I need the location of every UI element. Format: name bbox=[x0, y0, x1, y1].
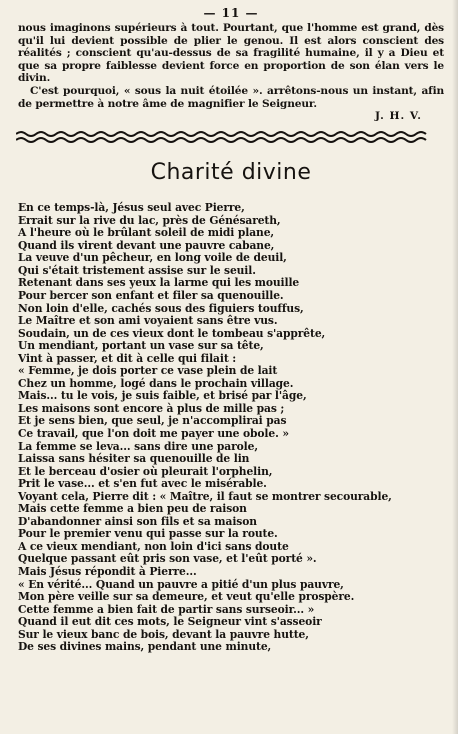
poem-line: Les maisons sont encore à plus de mille pas ; bbox=[18, 401, 285, 415]
poem-line: Quand il eut dit ces mots, le Seigneur vint s'asseoir bbox=[18, 615, 322, 629]
poem-line: Mon père veille sur sa demeure, et veut qu'elle prospère. bbox=[18, 590, 355, 604]
poem-line: La veuve d'un pêcheur, en long voile de deuil, bbox=[18, 251, 287, 265]
poem-line: Pour bercer son enfant et filer sa quenouille. bbox=[18, 288, 284, 302]
poem-line: Pour le premier venu qui passe sur la route. bbox=[18, 527, 278, 541]
wave-divider-icon bbox=[16, 130, 428, 144]
poem-line: Quand ils virent devant une pauvre cabane, bbox=[18, 238, 275, 252]
poem-line: La femme se leva... sans dire une parole, bbox=[18, 439, 258, 453]
poem-line: Vint à passer, et dit à celle qui filait : bbox=[18, 351, 237, 365]
poem-line: Mais cette femme a bien peu de raison bbox=[18, 502, 247, 516]
poem-line: Et le berceau d'osier où pleurait l'orphelin, bbox=[18, 464, 273, 478]
intro-section bbox=[18, 22, 444, 122]
poem-line: Cette femme a bien fait de partir sans surseoir... » bbox=[18, 602, 315, 616]
poem-title: Charité divine bbox=[150, 160, 312, 186]
poem-line: Mais... tu le vois, je suis faible, et brisé par l'âge, bbox=[18, 389, 307, 403]
poem-line: Un mendiant, portant un vase sur sa tête, bbox=[18, 339, 264, 353]
poem-line: De ses divines mains, pendant une minute, bbox=[18, 640, 272, 654]
poem-line: Qui s'était tristement assise sur le seuil. bbox=[18, 263, 256, 277]
poem-line: D'abandonner ainsi son fils et sa maison bbox=[18, 514, 257, 528]
poem-line: Soudain, un de ces vieux dont le tombeau s'apprête, bbox=[18, 326, 326, 340]
poem-line: Et je sens bien, que seul, je n'accomplirai pas bbox=[18, 414, 287, 428]
poem-line: En ce temps-là, Jésus seul avec Pierre, bbox=[18, 201, 245, 215]
poem-body bbox=[18, 202, 444, 654]
poem-line: Errait sur la rive du lac, près de Génésareth, bbox=[18, 213, 281, 227]
page-number: — 11 — bbox=[203, 6, 259, 20]
poem-line: A ce vieux mendiant, non loin d'ici sans doute bbox=[18, 539, 289, 553]
poem-line: Mais Jésus répondit à Pierre... bbox=[18, 565, 197, 579]
poem-line: « En vérité... Quand un pauvre a pitié d'un plus pauvre, bbox=[18, 577, 344, 591]
intro-paragraph: C'est pourquoi, « sous la nuit étoilée ». arrêtons-nous un instant, afin de permettre à notre âme de magnifier le Seigneur. bbox=[18, 84, 444, 110]
poem-line: Le Maître et son ami voyaient sans être vus. bbox=[18, 314, 278, 328]
poem-line: Voyant cela, Pierre dit : « Maître, il faut se montrer secourable, bbox=[18, 489, 392, 503]
poem-line: Sur le vieux banc de bois, devant la pauvre hutte, bbox=[18, 627, 309, 641]
poem-line: A l'heure où le brûlant soleil de midi plane, bbox=[18, 226, 275, 240]
poem-line: Retenant dans ses yeux la larme qui les mouille bbox=[18, 276, 300, 290]
author-signature: J. H. V. bbox=[374, 110, 422, 123]
poem-line: Laissa sans hésiter sa quenouille de lin bbox=[18, 452, 250, 466]
poem-line: « Femme, je dois porter ce vase plein de lait bbox=[18, 364, 278, 378]
poem-line: Chez un homme, logé dans le prochain village. bbox=[18, 376, 294, 390]
poem-line: Prit le vase... et s'en fut avec le misérable. bbox=[18, 477, 267, 491]
page-edge-shadow bbox=[452, 0, 458, 734]
poem-line: Ce travail, que l'on doit me payer une obole. » bbox=[18, 427, 289, 440]
poem-line: Quelque passant eût pris son vase, et l'eût porté ». bbox=[18, 552, 317, 566]
intro-paragraph: nous imaginons supérieurs à tout. Pourtant, que l'homme est grand, dès qu'il lui devient possible de plier le genou. Il est alors conscient des réalités ; conscient qu'au-dessus de sa fragilité humaine, il y a Dieu et que sa propre faiblesse devient force en proportion de son élan vers le divin. bbox=[18, 22, 444, 85]
poem-line: Non loin d'elle, cachés sous des figuiers touffus, bbox=[18, 301, 304, 315]
ornamental-divider bbox=[16, 130, 444, 144]
